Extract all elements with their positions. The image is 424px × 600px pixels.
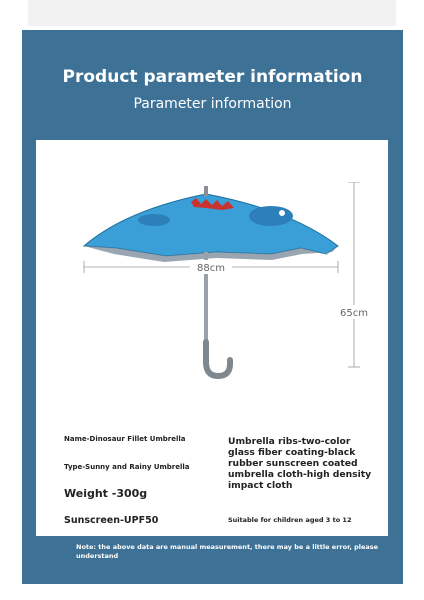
umbrella-handle bbox=[206, 342, 230, 376]
param-age: Suitable for children aged 3 to 12 bbox=[228, 516, 352, 524]
page-subtitle: Parameter information bbox=[133, 96, 292, 112]
footer-note: Note: the above data are manual measurement, there may be a little error, please understand bbox=[76, 543, 379, 560]
top-strip bbox=[28, 0, 396, 26]
param-ribs: Umbrella ribs-two-color glass fiber coating-black rubber sunscreen coated umbrella cloth-high density impact cloth bbox=[228, 436, 372, 491]
umbrella-tip bbox=[204, 186, 208, 196]
page-title: Product parameter information bbox=[62, 67, 363, 87]
dinosaur-eye bbox=[279, 210, 285, 216]
param-sunscreen: Sunscreen-UPF50 bbox=[64, 515, 159, 526]
umbrella-illustration bbox=[56, 182, 372, 382]
umbrella-canopy bbox=[84, 194, 338, 256]
width-label: 88cm bbox=[197, 263, 225, 274]
product-card bbox=[36, 140, 388, 536]
param-type: Type-Sunny and Rainy Umbrella bbox=[64, 463, 190, 471]
height-label: 65cm bbox=[340, 308, 368, 319]
parameter-panel bbox=[22, 30, 403, 584]
dinosaur-tail bbox=[138, 214, 170, 226]
param-weight: Weight -300g bbox=[64, 487, 148, 500]
param-name: Name-Dinosaur Fillet Umbrella bbox=[64, 435, 186, 443]
dinosaur-head bbox=[249, 206, 293, 226]
